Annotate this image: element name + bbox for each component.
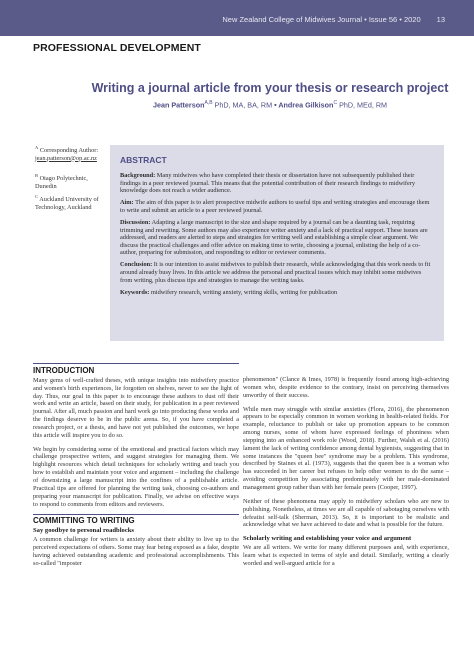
- abstract-keywords: [120, 289, 434, 297]
- author-2-affil-marker: C: [333, 100, 338, 106]
- section-label: PROFESSIONAL DEVELOPMENT: [33, 42, 201, 54]
- affiliation-b: [35, 172, 107, 190]
- journal-header-info: [205, 15, 445, 24]
- affiliation-a-text: Corresponding Author:: [38, 147, 99, 155]
- affiliation-c-text: Auckland University of Technology, Auckland: [35, 196, 99, 211]
- scholarly-writing-paragraph: We are all writers. We write for many different purposes and, with experience, learn what is expected in terms of style and detail. Similarly, writing a clearly worded and well-argued article for a: [243, 544, 449, 567]
- journal-issue-info: New Zealand College of Midwives Journal • Issue 56 • 2020: [222, 15, 421, 24]
- affiliation-c-marker: C: [35, 194, 39, 199]
- phenomena-paragraph: Neither of these phenomena may apply to midwifery scholars who are new to publishing. Nonetheless, at times we are all capable of sabotaging ourselves with defeatist self-talk (Sherman, 2013). So, it is important to be realistic and acknowledge what we have achieved to date and what is possible for the future.: [243, 497, 449, 529]
- page-number: 13: [436, 15, 445, 24]
- affiliation-a-marker: A: [35, 145, 39, 150]
- abstract-discussion: [120, 219, 434, 257]
- abstract-background-label: Background:: [120, 172, 156, 179]
- author-2-credentials: PhD, MEd, RM: [337, 100, 388, 110]
- abstract-conclusion-label: Conclusion:: [120, 261, 153, 269]
- corresponding-email-link[interactable]: jean.patterson@op.ac.nz: [35, 154, 97, 162]
- affiliation-b-marker: B: [35, 173, 39, 178]
- abstract-conclusion: [120, 261, 434, 284]
- committing-heading: COMMITTING TO WRITING: [33, 514, 239, 525]
- imposter-paragraph: phenomenon" (Clance & Imes, 1978) is frequently found among high-achieving women who, despite evidence to the contrary, insist on perceiving themselves unworthy of their success.: [243, 376, 449, 399]
- body-column-right: [243, 376, 449, 574]
- abstract-aim-text: The aim of this paper is to alert prospective midwife authors to useful tips and writing strategies and encourage them to write and submit an article to a peer reviewed journal.: [120, 199, 430, 214]
- affiliation-a: [35, 144, 107, 162]
- abstract-box: [110, 145, 444, 341]
- affiliation-b-text: Otago Polytechnic, Dunedin: [35, 175, 88, 190]
- anxieties-paragraph: While men may struggle with similar anxieties (Flora, 2016), the phenomenon appears to be especially common in women working in health-related fields. For example, reluctance to publish or take up promotion appears to be common among nurses, some of whom have expressed feelings of phoniness when stepping into an enhanced work role (Wood, 2018). Further, Walsh et al. (2016) lament the lack of writing confidence among dental hygienists, suggesting that in some instances the "queen bee" syndrome may be a problem. This syndrome, described by Staines et al. (1973), suggests that the queen bee is a woman who has succeeded in her career but refuses to help other women to do the same – avoiding competition by associating predominately with her male-dominated management group rather than with her female peers (Cooper, 1997).: [243, 405, 449, 491]
- article-title: Writing a journal article from your thesis or research project: [91, 81, 449, 95]
- abstract-background: [120, 172, 434, 195]
- abstract-discussion-text: Adapting a large manuscript to the size and shape required by a journal can be a daunting task, requiring trimming and rewriting. Some authors may also experience writer anxiety and a lack of practical support. These issues are addressed, and readers are alerted to steps and strategies for writing well and establishing a simple clear argument. We discuss the practical challenges and offer advice on making time to write, choosing a journal, enlisting the help of a co-author, preparing for submission, and responding to editor or reviewer comments.: [120, 218, 428, 257]
- scholarly-writing-subheading: Scholarly writing and establishing your voice and argument: [243, 535, 412, 543]
- introduction-paragraph-1: Many gems of well-crafted theses, with unique insights into midwifery practice and women's birth experiences, lie forgotten on shelves, never to see the light of day. Thus, our goal in this paper is to encourage these authors to dust off their work and write an article, based on their study, for publication in a peer reviewed journal. After all, much passion and hard work go into producing these works and the findings deserve to be in the public arena. So, if you have completed a research project, or a thesis, and have not yet published the outcomes, we hope this article will inspire you to do so.: [33, 376, 239, 439]
- author-1-name: Jean Patterson: [152, 100, 205, 110]
- abstract-aim-label: Aim:: [120, 199, 134, 207]
- author-separator: •: [272, 100, 279, 110]
- author-1-credentials: PhD, MA, BA, RM: [212, 100, 273, 110]
- introduction-rule: [33, 363, 239, 364]
- abstract-discussion-label: Discussion:: [120, 218, 151, 226]
- affiliation-c: [35, 193, 107, 211]
- introduction-paragraph-2: We begin by considering some of the emotional and practical factors which may challenge prospective writers, and suggest strategies for managing them. We highlight resources which detail techniques for scholarly writing and teach you how to establish and maintain your voice and argument – including the challenge of downsizing a large manuscript into the confines of a publishable article. Practical tips are offered for planning the writing task, choosing co-authors and preparing your manuscript for publication. Finally, we advise on effective ways to respond to comments from editors and reviewers.: [33, 445, 239, 508]
- abstract-keywords-label: Keywords:: [120, 288, 150, 296]
- author-line: [92, 100, 448, 109]
- body-column-left: [33, 367, 239, 573]
- roadblocks-paragraph: A common challenge for writers is anxiety about their ability to live up to the perceived expectations of others. Some may fear being exposed as a fake, despite having achieved outstanding academic and professional accomplishments. This so-called "imposter: [33, 536, 239, 567]
- abstract-keywords-text: midwifery research, writing anxiety, writing skills, writing for publication: [149, 288, 338, 296]
- roadblocks-subheading: Say goodbye to personal roadblocks: [33, 527, 134, 535]
- author-2-name: Andrea Gilkison: [278, 100, 334, 110]
- abstract-aim: [120, 199, 434, 214]
- author-1-affil-marker: A,B: [204, 100, 213, 106]
- abstract-background-text: Many midwives who have completed their thesis or dissertation have not subsequently published their findings in a peer reviewed journal. This means that the potential contribution of their research findings to midwifery knowledge does not reach a wider audience.: [120, 172, 416, 195]
- abstract-conclusion-text: It is our intention to assist midwives to publish their research, while acknowledging that this work needs to fit around already busy lives. In this article we address the personal and practical issues which may inhibit some midwives from writing, plus discuss tips and strategies to manage the writing tasks.: [120, 261, 431, 284]
- abstract-heading: ABSTRACT: [120, 155, 167, 165]
- introduction-heading: INTRODUCTION: [33, 366, 95, 375]
